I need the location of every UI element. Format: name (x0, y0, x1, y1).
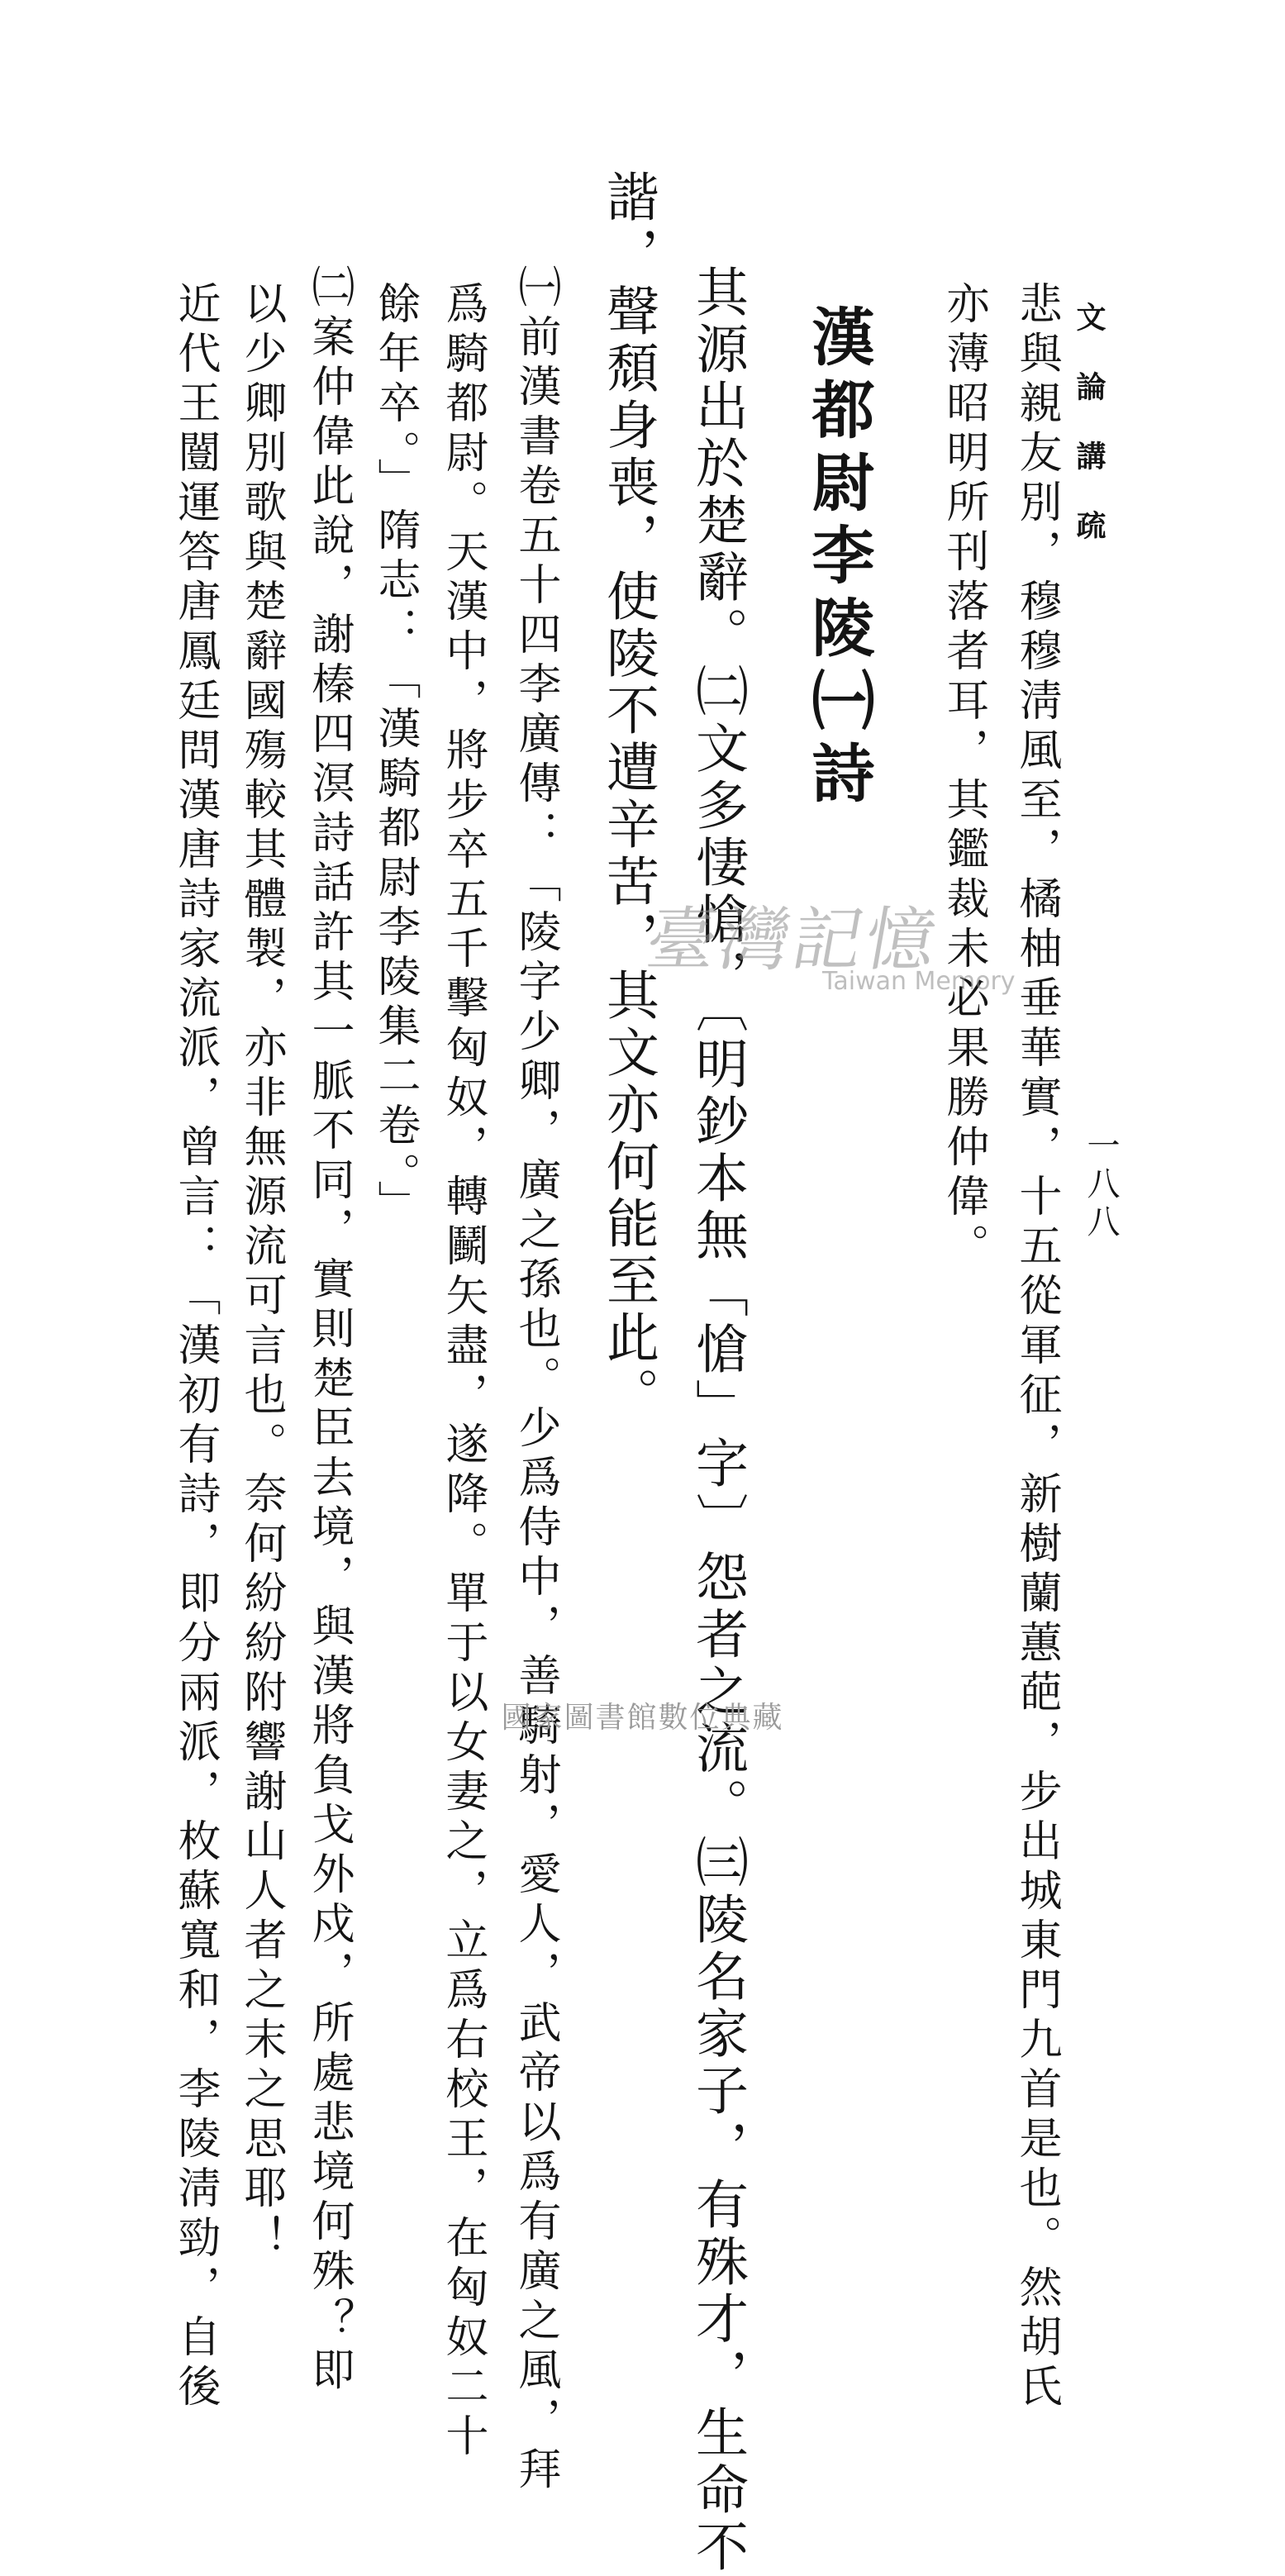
prev-text-line-2: 亦薄昭明所刊落者耳，其鑑裁未必果勝仲偉。 (939, 281, 988, 1273)
main-text-line-1: 其源出於楚辭。㈡文多悽愴，〔明鈔本無「愴」字〕怨者之流。㈢陵名家子，有殊才，生命不 (687, 264, 748, 2576)
watermark-latin: Taiwan Memory (822, 967, 1016, 996)
library-footer: 國家圖書館數位典藏 (501, 1701, 784, 1735)
poet-title: 漢都尉李陵㈠詩 (802, 304, 875, 813)
note-line-6: 近代王闓運答唐鳳廷問漢唐詩家流派，曾言：「漢初有詩，即分兩派，枚蘇寬和，李陵淸勁，自後 (170, 281, 220, 2413)
note-line-4: ㈡案仲偉此說，謝榛四溟詩話許其一脈不同，實則楚臣去境，與漢將負戈外戍，所處悲境何殊？即 (304, 264, 354, 2397)
running-head: 文論講疏 (1072, 302, 1107, 579)
note-line-5: 以少卿別歌與楚辭國殤較其體製，亦非無源流可言也。奈何紛紛附響謝山人者之末之思耶！ (236, 281, 286, 2264)
note-line-3: 餘年卒。」隋志：「漢騎都尉李陵集二卷。」 (370, 281, 420, 1230)
prev-text-line-1: 悲與親友別，穆穆淸風至，橘柚垂華實，十五從軍征，新樹蘭蕙葩，步出城東門九首是也。然胡氏 (1011, 281, 1061, 2413)
note-line-2: 爲騎都尉。天漢中，將步卒五千擊匈奴，轉鬭矢盡，遂降。單于以女妻之，立爲右校王，在匈奴二十 (438, 281, 488, 2463)
watermark-cjk: 臺灣記憶 (640, 899, 946, 980)
main-text-line-2: 諧，聲頹身喪，使陵不遭辛苦，其文亦何能至此。 (597, 169, 659, 1424)
watermark (640, 884, 1021, 1008)
note-line-1: ㈠前漢書卷五十四李廣傳：「陵字少卿，廣之孫也。少爲侍中，善騎射，愛人，武帝以爲有廣之風，拜 (511, 264, 560, 2496)
page-number: 一八八 (1082, 1128, 1120, 1242)
